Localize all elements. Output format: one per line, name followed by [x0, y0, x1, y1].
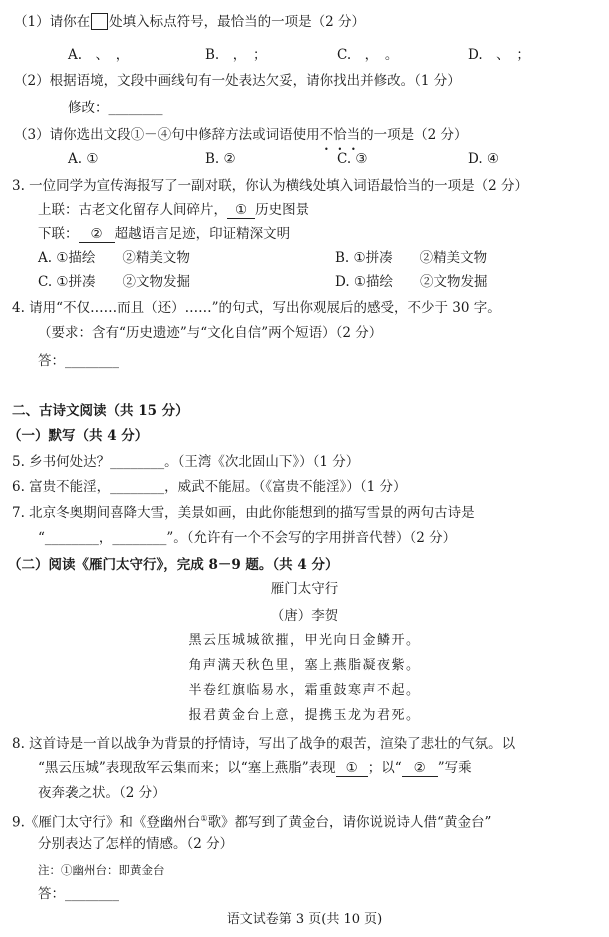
option-a: A. ①描绘 ②精美文物 [38, 250, 190, 266]
q2-2-revise: 修改：________ [68, 100, 163, 116]
option-c: C. ①拼凑 ②文物发掘 [38, 274, 191, 290]
poem-line: 角声满天秋色里，塞上燕脂凝夜紫。 [188, 658, 421, 673]
option-a: A. 、 ， [68, 47, 130, 63]
q3-lower-couplet: 下联： ② 超越语言足迹，印证精深文明 [38, 226, 291, 242]
q8-line3: 夜奔袭之状。（2 分） [38, 785, 166, 801]
upper-blank: ① [227, 202, 255, 219]
option-c: C. ， 。 [337, 47, 399, 63]
poem-line: 报君黄金台上意，提携玉龙为君死。 [188, 708, 421, 723]
q8-stem: 8. 这首诗是一首以战争为背景的抒情诗，写出了战争的艰苦，渲染了悲壮的气氛。以 [12, 736, 516, 752]
poem-line: 半卷红旗临易水，霜重鼓寒声不起。 [188, 683, 421, 698]
poem-title: 雁门太守行 [270, 581, 339, 597]
page-footer: 语文试卷第 3 页(共 10 页) [226, 912, 383, 927]
q3-stem: 3. 一位同学为宣传海报写了一副对联，你认为横线处填入词语最恰当的一项是（2 分） [12, 178, 529, 194]
option-d: D. ④ [468, 151, 500, 167]
q2-3-stem: （3）请你选出文段①－④句中修辞方法或词语使用不恰当的一项是（2 分） [14, 127, 468, 143]
q9-stem: 9.《雁门太守行》和《登幽州台①歌》都写到了黄金台，请你说说诗人借“黄金台” [12, 814, 492, 831]
lower-blank: ② [79, 226, 115, 243]
subsection-title: （二）阅读《雁门太守行》，完成 8－9 题。（共 4 分） [8, 557, 339, 573]
q5: 5. 乡书何处达？________。（王湾《次北固山下》）（1 分） [12, 454, 360, 470]
poem-line: 黑云压城城欲摧，甲光向日金鳞开。 [188, 633, 421, 648]
option-b: B. ， ； [205, 47, 267, 63]
q7-stem: 7. 北京冬奥期间喜降大雪，美景如画，由此你能想到的描写雪景的两句古诗是 [12, 505, 475, 521]
subsection-title: （一）默写（共 4 分） [8, 428, 149, 444]
section-title: 二、古诗文阅读（共 15 分） [12, 403, 189, 419]
option-d: D. 、 ； [468, 47, 530, 63]
q4-stem: 4. 请用“不仅……而且（还）……”的句式，写出你观展后的感受，不少于 30 字。 [12, 300, 501, 316]
poem-author: （唐）李贺 [270, 608, 339, 624]
q9-note: 注：①幽州台：即黄金台 [38, 863, 165, 877]
q3-upper-couplet: 上联：古老文化留存人间碎片， ① 历史图景 [38, 202, 310, 218]
q6: 6. 富贵不能淫，________，威武不能屈。（《富贵不能淫》）（1 分） [12, 479, 407, 495]
q9-line2: 分别表达了怎样的情感。（2 分） [38, 836, 234, 852]
q4-answer: 答：________ [38, 353, 119, 369]
q8-blank-2: ② [402, 760, 438, 777]
q8-line2: “黑云压城”表现敌军云集而来；以“塞上燕脂”表现 ① ；以“ ② ”写乘 [38, 760, 472, 776]
q8-blank-1: ① [336, 760, 368, 777]
option-b: B. ② [205, 151, 236, 167]
q4-requirement: （要求：含有“历史遗迹”与“文化自信”两个短语）（2 分） [38, 325, 383, 341]
q7-answer: “________，________”。（允许有一个不会写的字用拼音代替）（2 分） [38, 530, 457, 546]
q2-1-stem: （1）请你在 处填入标点符号，最恰当的一项是（2 分） [14, 14, 365, 30]
option-c: C. ③ [337, 151, 368, 167]
option-b: B. ①拼凑 ②精美文物 [335, 250, 488, 266]
option-d: D. ①描绘 ②文物发掘 [335, 274, 488, 290]
q2-2-stem: （2）根据语境，文段中画线句有一处表达欠妥，请你找出并修改。（1 分） [14, 73, 461, 89]
option-a: A. ① [68, 151, 99, 167]
q9-answer: 答：________ [38, 886, 119, 902]
blank-box [91, 13, 108, 30]
